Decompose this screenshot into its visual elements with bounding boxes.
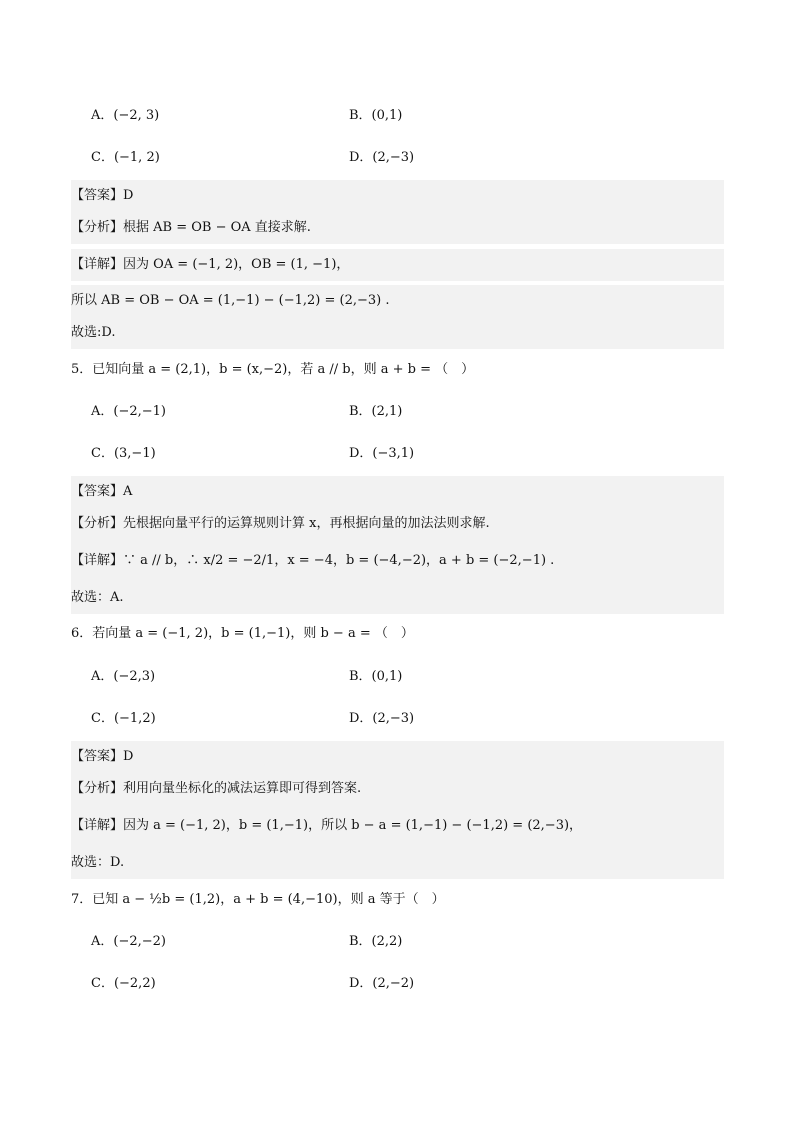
q5-analysis: 【分析】先根据向量平行的运算规则计算 x，再根据向量的加法法则求解. [71,508,724,540]
q4-detail: 【详解】因为 OA = (−1, 2)，OB = (1, −1)， [71,249,724,281]
q6-option-c: C．(−1,2) [91,711,156,726]
q7-option-d: D．(2,−2) [349,976,415,991]
q7-option-a: A．(−2,−2) [91,934,166,949]
q4-choice: 故选:D. [71,317,724,349]
q7-option-c: C．(−2,2) [91,976,156,991]
q7-stem: 7．已知 a − ½b = (1,2)，a + b = (4,−10)，则 a 等于（ ） [71,892,445,907]
q6-option-b: B．(0,1) [349,669,403,684]
q4-option-a: A．(−2, 3) [91,108,160,123]
q6-option-a: A．(−2,3) [91,669,156,684]
q5-option-c: C．(3,−1) [91,446,156,461]
q5-detail: 【详解】∵ a // b，∴ x/2 = −2/1，x = −4，b = (−4,−2)，a + b = (−2,−1) . [71,540,724,582]
q4-option-d: D．(2,−3) [349,150,415,165]
q4-option-c: C．(−1, 2) [91,150,160,165]
q5-choice: 故选：A. [71,582,724,614]
q4-detail-2: 所以 AB = OB − OA = (1,−1) − (−1,2) = (2,−3) . [71,285,724,317]
q4-option-b: B．(0,1) [349,108,403,123]
q5-stem: 5．已知向量 a = (2,1)，b = (x,−2)，若 a // b，则 a + b = （ ） [71,362,475,377]
q7-option-b: B．(2,2) [349,934,403,949]
q4-answer: 【答案】D [71,180,724,212]
q6-choice: 故选：D. [71,847,724,879]
q6-detail: 【详解】因为 a = (−1, 2)，b = (1,−1)，所以 b − a = (1,−1) − (−1,2) = (2,−3)， [71,805,724,847]
q5-option-a: A．(−2,−1) [91,404,166,419]
q5-option-d: D．(−3,1) [349,446,415,461]
q5-answer: 【答案】A [71,476,724,508]
q4-analysis: 【分析】根据 AB = OB − OA 直接求解. [71,212,724,244]
q6-analysis: 【分析】利用向量坐标化的减法运算即可得到答案. [71,773,724,805]
q6-option-d: D．(2,−3) [349,711,415,726]
q6-stem: 6．若向量 a = (−1, 2)，b = (1,−1)，则 b − a = （ ） [71,626,414,641]
q5-option-b: B．(2,1) [349,404,403,419]
q6-answer: 【答案】D [71,741,724,773]
